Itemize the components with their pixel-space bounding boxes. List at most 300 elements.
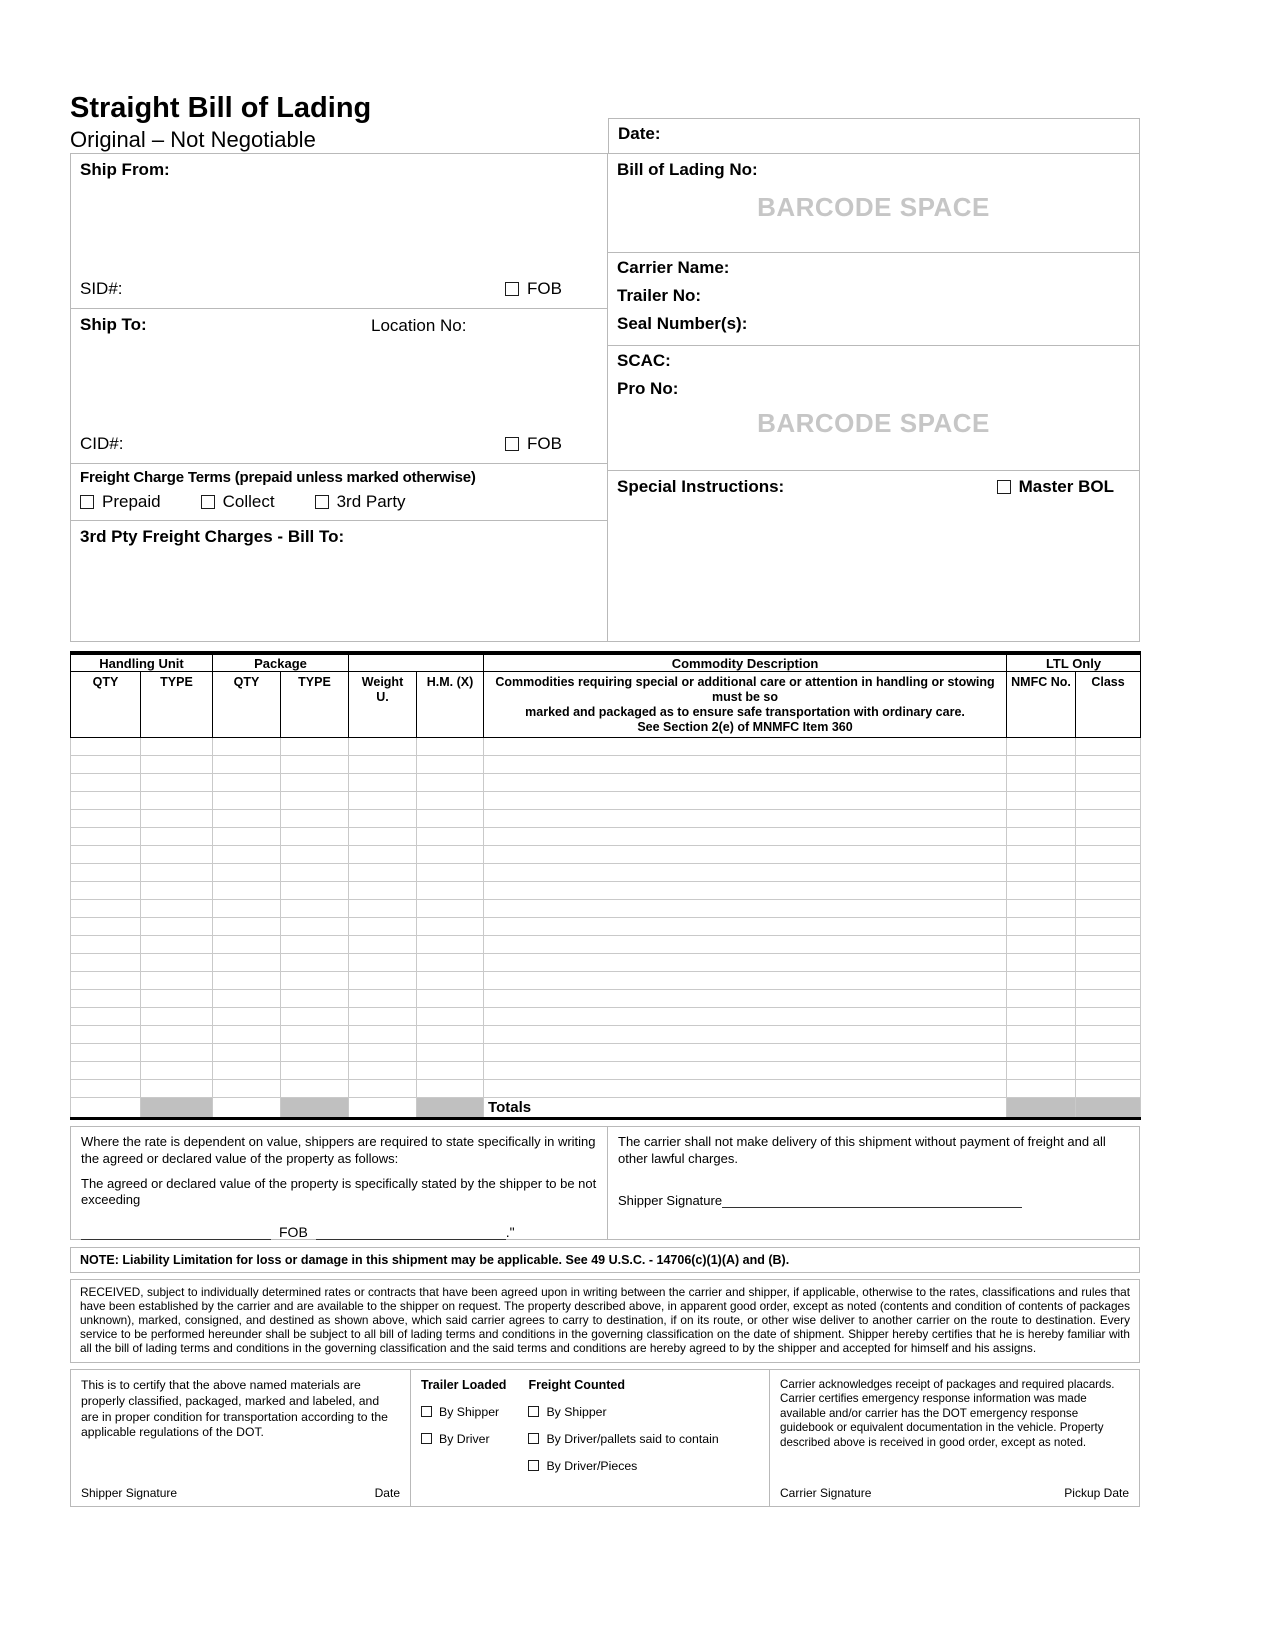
commodity-cell[interactable] xyxy=(213,828,281,846)
carrier-delivery-box xyxy=(607,1126,1140,1240)
date-label: Date xyxy=(374,1485,400,1500)
title-block xyxy=(70,92,608,154)
shipper-certification-box xyxy=(70,1369,411,1507)
commodity-cell[interactable] xyxy=(484,900,1007,918)
commodity-cell[interactable] xyxy=(281,918,349,936)
commodity-cell[interactable] xyxy=(484,972,1007,990)
shipper-signature-line[interactable] xyxy=(722,1193,1022,1208)
commodity-cell[interactable] xyxy=(71,990,141,1008)
commodity-cell[interactable] xyxy=(1076,936,1141,954)
commodity-cell[interactable] xyxy=(484,1008,1007,1026)
commodity-empty-row xyxy=(71,1062,1141,1080)
handling-unit-group-header: Handling Unit xyxy=(71,653,213,672)
commodity-cell[interactable] xyxy=(71,936,141,954)
commodity-cell[interactable] xyxy=(71,774,141,792)
commodity-cell[interactable] xyxy=(1007,918,1076,936)
commodity-cell[interactable] xyxy=(1076,882,1141,900)
scac-label: SCAC: xyxy=(617,350,671,370)
ship-from-label: Ship From: xyxy=(80,159,170,179)
commodity-cell[interactable] xyxy=(71,810,141,828)
location-no-label: Location No: xyxy=(371,315,467,335)
commodity-cell[interactable] xyxy=(281,1062,349,1080)
fob-checkbox[interactable] xyxy=(505,282,519,296)
trailer-loaded-by-driver-option xyxy=(421,1432,506,1446)
master-bol-option xyxy=(997,477,1114,497)
date-group xyxy=(375,1486,400,1500)
commodity-cell[interactable] xyxy=(1007,990,1076,1008)
commodity-cell[interactable] xyxy=(213,864,281,882)
commodity-note-line2: marked and packaged as to ensure safe transportation with ordinary care. xyxy=(525,704,965,719)
sid-label: SID#: xyxy=(80,278,123,298)
commodity-cell[interactable] xyxy=(1007,792,1076,810)
collect-checkbox[interactable] xyxy=(201,495,215,509)
special-instructions-label: Special Instructions: xyxy=(617,476,785,496)
commodity-empty-row xyxy=(71,900,1141,918)
commodity-cell[interactable] xyxy=(1007,810,1076,828)
commodity-cell[interactable] xyxy=(213,810,281,828)
commodity-cell[interactable] xyxy=(484,738,1007,756)
commodity-cell[interactable] xyxy=(349,918,417,936)
commodity-cell[interactable] xyxy=(1076,918,1141,936)
commodity-cell[interactable] xyxy=(141,864,213,882)
commodity-cell[interactable] xyxy=(349,972,417,990)
commodity-cell[interactable] xyxy=(1076,738,1141,756)
ltl-only-group-header: LTL Only xyxy=(1007,653,1141,672)
commodity-empty-row xyxy=(71,990,1141,1008)
scac-pro-box[interactable] xyxy=(607,345,1140,471)
carrier-acknowledgment-text: Carrier acknowledges receipt of packages and required placards. Carrier certifies emergency response information was made available and/or carrier has the DOT emergency response guidebook or equivalent documentation in the vehicle. Property described above is received in good order, except as noted. xyxy=(780,1377,1115,1449)
commodity-cell[interactable] xyxy=(281,828,349,846)
commodity-description-header: Commodity Description xyxy=(484,653,1007,672)
commodity-cell[interactable] xyxy=(213,990,281,1008)
commodity-empty-row xyxy=(71,972,1141,990)
by-driver-label: By Driver xyxy=(439,1431,490,1446)
class-header: Class xyxy=(1076,672,1141,738)
commodity-empty-row xyxy=(71,846,1141,864)
commodity-cell[interactable] xyxy=(213,1062,281,1080)
by-driver-checkbox[interactable] xyxy=(421,1433,432,1444)
received-terms-paragraph: RECEIVED, subject to individually determined rates or contracts that have been agreed upon in writing between the carrier and shipper, if applicable, otherwise to the rates, classifications and rules that have been established by the carrier and are available to the shipper on request. The property described above, in apparent good order, except as noted (contents and condition of contents of packages unknown), marked, consigned, and destined as shown above, which said carrier agrees to carry to destination, if on its route, or other wise deliver to another carrier on the route to destination. Every service to be performed hereunder shall be subject to all bill of lading terms and conditions in the governing classification on the date of shipment. Shipper hereby certifies that he is hereby familiar with all the bill of lading terms and conditions in the governing classification and the said terms and conditions are hereby agreed to by the shipper and accepted for himself and his assigns. xyxy=(70,1279,1140,1363)
pickup-date-group xyxy=(1064,1486,1129,1500)
commodity-cell[interactable] xyxy=(141,936,213,954)
commodity-cell[interactable] xyxy=(141,846,213,864)
commodity-cell[interactable] xyxy=(417,756,484,774)
freight-charge-terms-box xyxy=(70,463,608,521)
commodity-cell[interactable] xyxy=(417,990,484,1008)
commodity-cell[interactable] xyxy=(71,828,141,846)
commodity-cell[interactable] xyxy=(1076,1044,1141,1062)
commodity-cell[interactable] xyxy=(71,1080,141,1098)
commodity-cell[interactable] xyxy=(1007,864,1076,882)
commodity-cell[interactable] xyxy=(1007,1062,1076,1080)
commodity-cell[interactable] xyxy=(281,990,349,1008)
commodity-cell[interactable] xyxy=(417,972,484,990)
blank-group-header xyxy=(349,653,484,672)
commodity-empty-row xyxy=(71,882,1141,900)
by-driver-pallets-label: By Driver/pallets said to contain xyxy=(546,1431,719,1446)
commodity-cell[interactable] xyxy=(281,1080,349,1098)
commodity-cell[interactable] xyxy=(71,864,141,882)
commodity-cell[interactable] xyxy=(484,990,1007,1008)
commodity-cell[interactable] xyxy=(349,900,417,918)
commodity-cell[interactable] xyxy=(281,1008,349,1026)
commodity-cell[interactable] xyxy=(349,864,417,882)
commodity-cell[interactable] xyxy=(417,954,484,972)
totals-gray-cell xyxy=(281,1098,349,1119)
shipper-certification-text: This is to certify that the above named materials are properly classified, packaged, marked and labeled, and are in proper condition for transportation according to the applicable regulations of the DOT. xyxy=(81,1377,388,1440)
commodity-cell[interactable] xyxy=(484,918,1007,936)
commodity-cell[interactable] xyxy=(417,1044,484,1062)
commodity-cell[interactable] xyxy=(281,846,349,864)
commodity-cell[interactable] xyxy=(281,864,349,882)
commodity-cell[interactable] xyxy=(1007,936,1076,954)
commodity-empty-row xyxy=(71,864,1141,882)
commodity-cell[interactable] xyxy=(141,918,213,936)
commodity-cell[interactable] xyxy=(141,954,213,972)
commodity-cell[interactable] xyxy=(349,792,417,810)
pkg-qty-header: QTY xyxy=(213,672,281,738)
commodity-cell[interactable] xyxy=(349,774,417,792)
commodity-cell[interactable] xyxy=(417,1080,484,1098)
commodity-cell[interactable] xyxy=(349,1062,417,1080)
trailer-loaded-freight-counted-box xyxy=(410,1369,770,1507)
commodity-cell[interactable] xyxy=(281,900,349,918)
commodity-cell[interactable] xyxy=(484,774,1007,792)
commodity-cell[interactable] xyxy=(281,954,349,972)
commodity-cell[interactable] xyxy=(213,774,281,792)
commodity-cell[interactable] xyxy=(349,1080,417,1098)
commodity-cell[interactable] xyxy=(1007,756,1076,774)
commodity-cell[interactable] xyxy=(417,1062,484,1080)
by-shipper-checkbox[interactable] xyxy=(528,1406,539,1417)
prepaid-checkbox[interactable] xyxy=(80,495,94,509)
freight-counted-by-driver-pieces-option xyxy=(528,1459,718,1473)
trailer-loaded-column xyxy=(421,1378,506,1473)
commodity-cell[interactable] xyxy=(281,1044,349,1062)
declared-value-para1: Where the rate is dependent on value, shippers are required to state specifically in writing the agreed or declared value of the property as follows: xyxy=(81,1134,596,1166)
commodity-cell[interactable] xyxy=(1007,846,1076,864)
pickup-date-label: Pickup Date xyxy=(1064,1485,1129,1500)
commodity-cell[interactable] xyxy=(141,828,213,846)
commodity-cell[interactable] xyxy=(1076,756,1141,774)
third-party-label: 3rd Party xyxy=(336,491,406,511)
commodity-empty-row xyxy=(71,810,1141,828)
commodity-note-line3: See Section 2(e) of MNMFC Item 360 xyxy=(637,719,853,734)
commodity-cell[interactable] xyxy=(1076,828,1141,846)
third-party-bill-to-box[interactable] xyxy=(70,520,608,642)
commodity-cell[interactable] xyxy=(141,972,213,990)
fob-line-trailing: ." xyxy=(505,1224,515,1241)
bill-of-lading-no-label: Bill of Lading No: xyxy=(617,159,758,179)
fob-label: FOB xyxy=(527,433,562,453)
commodity-cell[interactable] xyxy=(213,972,281,990)
special-instructions-box[interactable] xyxy=(607,470,1140,642)
commodity-cell[interactable] xyxy=(417,882,484,900)
commodity-cell[interactable] xyxy=(349,936,417,954)
commodity-cell[interactable] xyxy=(1076,792,1141,810)
commodity-cell[interactable] xyxy=(141,738,213,756)
commodity-cell[interactable] xyxy=(417,1008,484,1026)
third-party-checkbox[interactable] xyxy=(315,495,329,509)
totals-row xyxy=(71,1098,1141,1119)
commodity-cell[interactable] xyxy=(484,936,1007,954)
master-bol-checkbox[interactable] xyxy=(997,480,1011,494)
commodity-cell[interactable] xyxy=(1007,972,1076,990)
commodity-cell[interactable] xyxy=(71,738,141,756)
ship-from-fob xyxy=(505,279,598,299)
commodity-cell[interactable] xyxy=(141,1062,213,1080)
trailer-loaded-label: Trailer Loaded xyxy=(421,1377,507,1392)
pro-no-label: Pro No: xyxy=(617,378,679,398)
commodity-cell[interactable] xyxy=(417,810,484,828)
commodity-cell[interactable] xyxy=(349,1008,417,1026)
totals-hu-qty-cell[interactable] xyxy=(71,1098,141,1119)
ship-from-box[interactable] xyxy=(70,153,608,309)
commodity-cell[interactable] xyxy=(1076,774,1141,792)
commodity-cell[interactable] xyxy=(349,846,417,864)
commodity-cell[interactable] xyxy=(71,792,141,810)
commodity-cell[interactable] xyxy=(71,1044,141,1062)
commodity-cell[interactable] xyxy=(141,1044,213,1062)
commodity-cell[interactable] xyxy=(141,1080,213,1098)
commodity-cell[interactable] xyxy=(1076,1026,1141,1044)
commodity-cell[interactable] xyxy=(71,882,141,900)
commodity-cell[interactable] xyxy=(417,738,484,756)
carrier-name-label: Carrier Name: xyxy=(617,257,730,277)
commodity-cell[interactable] xyxy=(213,792,281,810)
commodity-cell[interactable] xyxy=(213,846,281,864)
commodity-cell[interactable] xyxy=(1007,774,1076,792)
totals-gray-cell xyxy=(1076,1098,1141,1119)
commodity-cell[interactable] xyxy=(484,828,1007,846)
commodity-cell[interactable] xyxy=(141,792,213,810)
commodity-cell[interactable] xyxy=(213,1044,281,1062)
commodity-cell[interactable] xyxy=(1076,900,1141,918)
commodity-cell[interactable] xyxy=(281,756,349,774)
commodity-cell[interactable] xyxy=(213,900,281,918)
commodity-cell[interactable] xyxy=(484,954,1007,972)
commodity-cell[interactable] xyxy=(213,918,281,936)
shipper-signature-label: Shipper Signature xyxy=(618,1192,723,1208)
commodity-cell[interactable] xyxy=(71,918,141,936)
commodity-empty-row xyxy=(71,954,1141,972)
commodity-cell[interactable] xyxy=(141,882,213,900)
hu-type-header: TYPE xyxy=(141,672,213,738)
value-fill-line[interactable] xyxy=(81,1225,271,1240)
nmfc-no-header: NMFC No. xyxy=(1007,672,1076,738)
commodity-cell[interactable] xyxy=(349,738,417,756)
commodity-cell[interactable] xyxy=(71,972,141,990)
commodity-table-body xyxy=(71,738,1141,1098)
commodity-cell[interactable] xyxy=(281,936,349,954)
by-shipper-checkbox[interactable] xyxy=(421,1406,432,1417)
commodity-cell[interactable] xyxy=(213,882,281,900)
commodity-cell[interactable] xyxy=(71,900,141,918)
commodity-cell[interactable] xyxy=(349,1044,417,1062)
carrier-signature-label: Carrier Signature xyxy=(780,1485,872,1500)
shipper-signature-group xyxy=(81,1486,177,1500)
commodity-cell[interactable] xyxy=(417,792,484,810)
commodity-cell[interactable] xyxy=(1007,882,1076,900)
collect-label: Collect xyxy=(222,491,275,511)
commodity-cell[interactable] xyxy=(71,954,141,972)
totals-weight-cell[interactable] xyxy=(349,1098,417,1119)
commodity-cell[interactable] xyxy=(281,882,349,900)
commodity-cell[interactable] xyxy=(349,756,417,774)
totals-label: Totals xyxy=(484,1098,1007,1119)
commodity-cell[interactable] xyxy=(213,1026,281,1044)
commodity-cell[interactable] xyxy=(417,936,484,954)
commodity-cell[interactable] xyxy=(281,738,349,756)
hu-qty-header: QTY xyxy=(71,672,141,738)
commodity-cell[interactable] xyxy=(417,918,484,936)
value-fill-line[interactable] xyxy=(316,1225,506,1240)
commodity-cell[interactable] xyxy=(417,864,484,882)
fob-label: FOB xyxy=(527,278,562,298)
commodity-cell[interactable] xyxy=(1007,738,1076,756)
freight-counted-by-shipper-option xyxy=(528,1405,718,1419)
by-shipper-label: By Shipper xyxy=(546,1404,607,1419)
commodity-cell[interactable] xyxy=(141,1008,213,1026)
freight-terms-label: Freight Charge Terms (prepaid unless marked otherwise) xyxy=(80,468,476,486)
commodity-cell[interactable] xyxy=(213,1008,281,1026)
commodity-cell[interactable] xyxy=(484,1026,1007,1044)
ship-to-label: Ship To: xyxy=(80,314,147,334)
commodity-cell[interactable] xyxy=(1007,1080,1076,1098)
commodity-cell[interactable] xyxy=(213,756,281,774)
commodity-cell[interactable] xyxy=(281,774,349,792)
commodity-cell[interactable] xyxy=(141,900,213,918)
by-shipper-label: By Shipper xyxy=(439,1404,500,1419)
commodity-cell[interactable] xyxy=(71,1062,141,1080)
commodity-empty-row xyxy=(71,774,1141,792)
commodity-cell[interactable] xyxy=(71,1008,141,1026)
prepaid-option xyxy=(80,492,161,512)
commodity-empty-row xyxy=(71,1008,1141,1026)
commodity-cell[interactable] xyxy=(349,810,417,828)
commodity-cell[interactable] xyxy=(484,882,1007,900)
declared-value-box xyxy=(70,1126,608,1240)
commodity-cell[interactable] xyxy=(1076,1062,1141,1080)
carrier-delivery-para: The carrier shall not make delivery of this shipment without payment of freight and all other lawful charges. xyxy=(618,1134,1106,1166)
commodity-cell[interactable] xyxy=(213,954,281,972)
commodity-cell[interactable] xyxy=(1007,1008,1076,1026)
date-field[interactable] xyxy=(608,118,1140,154)
commodity-cell[interactable] xyxy=(1076,864,1141,882)
shipper-signature-label: Shipper Signature xyxy=(81,1485,178,1500)
commodity-cell[interactable] xyxy=(1076,846,1141,864)
commodity-cell[interactable] xyxy=(484,1080,1007,1098)
commodity-cell[interactable] xyxy=(141,756,213,774)
commodity-cell[interactable] xyxy=(1076,1008,1141,1026)
carrier-signature-group xyxy=(780,1486,871,1500)
commodity-cell[interactable] xyxy=(349,954,417,972)
commodity-cell[interactable] xyxy=(484,756,1007,774)
commodity-cell[interactable] xyxy=(141,990,213,1008)
page-title: Straight Bill of Lading xyxy=(70,92,372,124)
commodity-cell[interactable] xyxy=(349,990,417,1008)
commodity-cell[interactable] xyxy=(417,1026,484,1044)
commodity-empty-row xyxy=(71,1044,1141,1062)
commodity-cell[interactable] xyxy=(71,1026,141,1044)
commodity-cell[interactable] xyxy=(141,774,213,792)
commodity-cell[interactable] xyxy=(417,846,484,864)
commodity-empty-row xyxy=(71,792,1141,810)
commodity-cell[interactable] xyxy=(417,828,484,846)
prepaid-label: Prepaid xyxy=(102,491,161,511)
commodity-cell[interactable] xyxy=(484,810,1007,828)
commodity-cell[interactable] xyxy=(213,936,281,954)
pkg-type-header: TYPE xyxy=(281,672,349,738)
commodity-cell[interactable] xyxy=(281,810,349,828)
commodity-cell[interactable] xyxy=(1007,900,1076,918)
commodity-cell[interactable] xyxy=(484,792,1007,810)
commodity-cell[interactable] xyxy=(281,972,349,990)
commodity-cell[interactable] xyxy=(1007,1044,1076,1062)
commodity-cell[interactable] xyxy=(71,846,141,864)
ship-to-box[interactable] xyxy=(70,308,608,464)
commodity-cell[interactable] xyxy=(71,756,141,774)
commodity-cell[interactable] xyxy=(1076,810,1141,828)
by-driver-pieces-label: By Driver/Pieces xyxy=(546,1458,638,1473)
by-driver-pieces-checkbox[interactable] xyxy=(528,1460,539,1471)
fob-checkbox[interactable] xyxy=(505,437,519,451)
cid-label: CID#: xyxy=(80,433,124,453)
commodity-cell[interactable] xyxy=(141,810,213,828)
bill-of-lading-no-box[interactable] xyxy=(607,153,1140,253)
commodity-empty-row xyxy=(71,828,1141,846)
commodity-cell[interactable] xyxy=(417,774,484,792)
commodity-empty-row xyxy=(71,756,1141,774)
totals-pkg-qty-cell[interactable] xyxy=(213,1098,281,1119)
commodity-cell[interactable] xyxy=(1076,1080,1141,1098)
commodity-cell[interactable] xyxy=(213,738,281,756)
by-driver-pallets-checkbox[interactable] xyxy=(528,1433,539,1444)
commodity-cell[interactable] xyxy=(1076,990,1141,1008)
carrier-info-box[interactable] xyxy=(607,252,1140,346)
commodity-empty-row xyxy=(71,918,1141,936)
commodity-cell[interactable] xyxy=(417,900,484,918)
page-subtitle: Original – Not Negotiable xyxy=(70,127,316,153)
commodity-cell[interactable] xyxy=(1076,972,1141,990)
commodity-cell[interactable] xyxy=(1076,954,1141,972)
commodity-cell[interactable] xyxy=(349,1026,417,1044)
commodity-empty-row xyxy=(71,738,1141,756)
commodity-empty-row xyxy=(71,1026,1141,1044)
commodity-table xyxy=(70,651,1141,1121)
commodity-cell[interactable] xyxy=(1007,954,1076,972)
commodity-cell[interactable] xyxy=(141,1026,213,1044)
commodity-cell[interactable] xyxy=(484,846,1007,864)
commodity-cell[interactable] xyxy=(281,792,349,810)
commodity-cell[interactable] xyxy=(281,1026,349,1044)
commodity-cell[interactable] xyxy=(484,864,1007,882)
declared-value-para2: The agreed or declared value of the property is specifically stated by the shipper to be not exceeding xyxy=(81,1175,597,1208)
commodity-cell[interactable] xyxy=(484,1062,1007,1080)
commodity-cell[interactable] xyxy=(349,882,417,900)
barcode-space-placeholder: BARCODE SPACE xyxy=(757,407,990,438)
liability-note: NOTE: Liability Limitation for loss or damage in this shipment may be applicable. See 49 U.S.C. - 14706(c)(1)(A) and (B). xyxy=(70,1247,1140,1273)
commodity-cell[interactable] xyxy=(1007,1026,1076,1044)
seal-numbers-label: Seal Number(s): xyxy=(617,313,748,333)
commodity-cell[interactable] xyxy=(213,1080,281,1098)
trailer-loaded-by-shipper-option xyxy=(421,1405,506,1419)
commodity-cell[interactable] xyxy=(349,828,417,846)
commodity-cell[interactable] xyxy=(484,1044,1007,1062)
carrier-acknowledgment-box xyxy=(769,1369,1140,1507)
commodity-cell[interactable] xyxy=(1007,828,1076,846)
date-label: Date: xyxy=(618,123,661,143)
